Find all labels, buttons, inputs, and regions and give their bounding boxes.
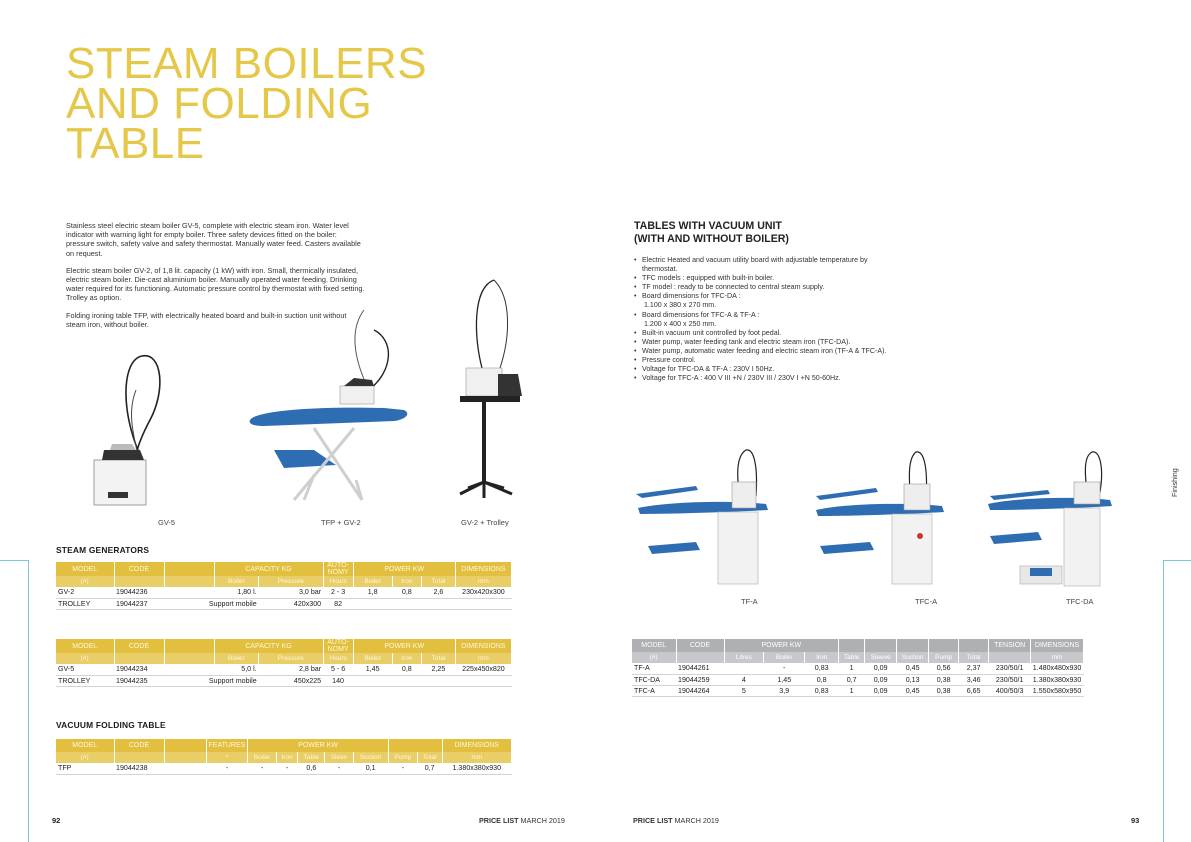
- sub-mm: mm: [1031, 652, 1084, 663]
- col-tension: TENSION: [989, 639, 1031, 652]
- caption-gv5: GV-5: [158, 518, 176, 527]
- gv2-trolley-image: [452, 268, 532, 508]
- col-model: MODEL: [56, 739, 114, 752]
- vacuum-tables-table: [632, 639, 1084, 697]
- right-edge-line-h: [1163, 560, 1191, 561]
- page-title: [66, 39, 446, 168]
- sub-iron-kw: Iron: [392, 576, 421, 587]
- caption-tfca: TFC-A: [915, 597, 938, 606]
- cell: 0,09: [865, 674, 897, 685]
- col-dimensions: DIMENSIONS: [455, 562, 511, 576]
- sub-total-kw: Total: [421, 653, 455, 664]
- sub-pump: Pump: [388, 752, 417, 763]
- col-empty: [897, 639, 929, 652]
- tfca-table-image: [812, 448, 952, 588]
- cell: [455, 598, 511, 609]
- col-dimensions: DIMENSIONS: [1031, 639, 1084, 652]
- cell: 19044264: [676, 685, 724, 696]
- list-item: • Board dimensions for TFC-A & TF-A :: [634, 311, 904, 320]
- col-autonomy: AUTO-NOMY: [323, 639, 353, 653]
- cell: 2,6: [421, 587, 455, 598]
- cell: 230/50/1: [989, 663, 1031, 674]
- sub-hash: (#): [56, 752, 114, 763]
- list-item: 1.100 x 380 x 270 mm.: [644, 301, 717, 310]
- sub-blank: [114, 653, 164, 664]
- col-dimensions: DIMENSIONS: [442, 739, 511, 752]
- cell: -: [325, 763, 353, 774]
- sub-boiler-kw: Boiler: [353, 576, 392, 587]
- cell: TF-A: [632, 663, 676, 674]
- cell: [353, 675, 392, 686]
- tfcda-table-image: [984, 448, 1114, 588]
- list-item: • TFC models : equipped with built-in boiler.: [634, 274, 904, 283]
- col-code: CODE: [114, 639, 164, 653]
- title-line-3: TABLE: [66, 119, 205, 168]
- footer-brand-left: [479, 816, 565, 825]
- sub-blank: [164, 752, 206, 763]
- cell: 19044234: [114, 664, 164, 675]
- sub-pressure: Pressure: [259, 653, 323, 664]
- table-row: [632, 674, 1084, 685]
- intro-paragraph-gv2: Electric steam boiler GV-2, of 1,8 lit. capacity (1 kW) with iron. Small, thermically insulated, electric steam boiler. Die-cast aluminium boiler. Manually operated water feeding. Drinking water required for its functioning. Automatic pressure control by thermostat with fixed setting. Trolley as option.: [66, 265, 365, 303]
- cell: 1.380x380x930: [442, 763, 511, 774]
- col-power: POWER KW: [353, 562, 455, 576]
- intro-paragraph-gv5: Stainless steel electric steam boiler GV-5, complete with electric steam iron. Water level indicator with warning light for empty boiler. Three safety devices fitted on the boiler: pressure switch, safety valve and safety thermostat. Manually water feed. Casters available on request.: [66, 221, 361, 258]
- list-item: • Electric Heated and vacuum utility board with adjustable temperature by thermostat.: [634, 256, 904, 274]
- footer-brand-date: MARCH 2019: [520, 816, 565, 825]
- col-empty: [929, 639, 959, 652]
- cell: -: [248, 763, 277, 774]
- gv5-boiler-image: [80, 350, 175, 510]
- list-item: • Voltage for TFC-A : 400 V III +N / 230V III / 230V I +N 50-60Hz.: [634, 374, 904, 383]
- cell: 5: [724, 685, 764, 696]
- sub-boiler: Boiler: [764, 652, 805, 663]
- sub-sleeve: Sleeve: [865, 652, 897, 663]
- col-autonomy: AUTO-NOMY: [323, 562, 353, 576]
- col-code: CODE: [676, 639, 724, 652]
- col-blank: [164, 562, 214, 576]
- col-power: POWER KW: [724, 639, 839, 652]
- cell: 0,6: [298, 763, 325, 774]
- cell: 1: [839, 663, 865, 674]
- cell: 4: [724, 674, 764, 685]
- sub-boiler: Boiler: [214, 653, 259, 664]
- sub-table: Table: [839, 652, 865, 663]
- sub-blank: [114, 576, 164, 587]
- cell: 0,38: [929, 674, 959, 685]
- col-code: CODE: [114, 562, 164, 576]
- list-item: • Board dimensions for TFC-DA :: [634, 292, 904, 301]
- vacuum-folding-table: [56, 739, 512, 775]
- cell: 1,8: [353, 587, 392, 598]
- footer-brand-bold: PRICE LIST: [479, 816, 519, 825]
- cell: TROLLEY: [56, 675, 114, 686]
- steam-generators-table-1: [56, 562, 512, 610]
- cell: 0,8: [805, 674, 839, 685]
- table-row: [56, 763, 512, 774]
- heading-steam-generators: STEAM GENERATORS: [56, 545, 150, 555]
- list-item: • Built-in vacuum unit controlled by foot pedal.: [634, 329, 904, 338]
- cell: 19044237: [114, 598, 164, 609]
- col-code: CODE: [114, 739, 164, 752]
- cell: -: [764, 663, 805, 674]
- cell: 0,38: [929, 685, 959, 696]
- cell: [392, 598, 421, 609]
- col-model: MODEL: [56, 562, 114, 576]
- sub-pressure: Pressure: [259, 576, 323, 587]
- cell: 0,1: [353, 763, 388, 774]
- cell: 450x225: [259, 675, 323, 686]
- page-number-right: 93: [1131, 816, 1140, 825]
- cell: 19044238: [114, 763, 164, 774]
- footer-brand-right: [633, 816, 719, 825]
- caption-tfa: TF-A: [741, 597, 758, 606]
- sub-blank: [676, 652, 724, 663]
- side-section-label: Finishing: [1170, 468, 1179, 497]
- caption-tfp-gv2: TFP + GV-2: [321, 518, 361, 527]
- col-empty: [959, 639, 989, 652]
- sub-mm: mm: [455, 653, 511, 664]
- intro-paragraph-tfp: Folding ironing table TFP, with electrically heated board and built-in suction unit without steam iron, without boiler.: [66, 310, 347, 329]
- cell: 1,45: [353, 664, 392, 675]
- cell: 0,13: [897, 674, 929, 685]
- table-row: [632, 663, 1084, 674]
- cell: 2,8 bar: [259, 664, 323, 675]
- col-empty: [839, 639, 865, 652]
- sub-boiler-kw: Boiler: [353, 653, 392, 664]
- list-item: 1.200 x 400 x 250 mm.: [644, 319, 717, 328]
- steam-generators-table-2: [56, 639, 512, 687]
- cell: 82: [323, 598, 353, 609]
- table-row: [56, 598, 512, 609]
- cell: GV-5: [56, 664, 114, 675]
- sub-hash: (#): [632, 652, 676, 663]
- cell: [421, 675, 455, 686]
- cell: [353, 598, 392, 609]
- sub-hours: Hours: [323, 576, 353, 587]
- cell: 230/50/1: [989, 674, 1031, 685]
- sub-pump: Pump: [929, 652, 959, 663]
- sub-litres: Litres: [724, 652, 764, 663]
- sub-blank: [989, 652, 1031, 663]
- cell: 0,09: [865, 685, 897, 696]
- cell: 1,45: [764, 674, 805, 685]
- cell: 19044236: [114, 587, 164, 598]
- sub-star: *: [206, 752, 248, 763]
- cell: 230x420x300: [455, 587, 511, 598]
- cell: 3,0 bar: [259, 587, 323, 598]
- table-row: [56, 664, 512, 675]
- sub-total: Total: [959, 652, 989, 663]
- table-row: [56, 675, 512, 686]
- cell: -: [276, 763, 297, 774]
- list-item: • Water pump, automatic water feeding and electric steam iron (TF-A & TFC-A).: [634, 347, 904, 356]
- sub-iron: Iron: [276, 752, 297, 763]
- col-power: POWER KW: [248, 739, 388, 752]
- sub-hash: (#): [56, 653, 114, 664]
- heading-line-1: TABLES WITH VACUUM UNIT: [634, 220, 782, 232]
- list-item: • Pressure control.: [634, 356, 904, 365]
- sub-mm: mm: [442, 752, 511, 763]
- cell: 0,8: [392, 587, 421, 598]
- col-model: MODEL: [56, 639, 114, 653]
- cell: GV-2: [56, 587, 114, 598]
- cell: 0,8: [392, 664, 421, 675]
- cell: -: [388, 763, 417, 774]
- cell: 420x300: [259, 598, 323, 609]
- cell: 5,0 l.: [164, 664, 259, 675]
- cell: TROLLEY: [56, 598, 114, 609]
- sub-iron: Iron: [805, 652, 839, 663]
- col-features: FEATURES: [206, 739, 248, 752]
- sub-suction: Suction: [353, 752, 388, 763]
- col-power: POWER KW: [353, 639, 455, 653]
- cell: 0,7: [417, 763, 442, 774]
- sub-total-kw: Total: [421, 576, 455, 587]
- sub-blank: [164, 653, 214, 664]
- cell: TFC-DA: [632, 674, 676, 685]
- sub-blank: [114, 752, 164, 763]
- col-blank: [164, 739, 206, 752]
- footer-brand-bold: PRICE LIST: [633, 816, 673, 825]
- cell: 1.480x480x930: [1031, 663, 1084, 674]
- cell: 0,09: [865, 663, 897, 674]
- cell: 19044235: [114, 675, 164, 686]
- cell: [164, 763, 206, 774]
- cell: 1,80 l.: [164, 587, 259, 598]
- col-blank2: [388, 739, 442, 752]
- cell: Support mobile: [164, 598, 259, 609]
- cell: 3,9: [764, 685, 805, 696]
- sub-iron-kw: Iron: [392, 653, 421, 664]
- cell: 1: [839, 685, 865, 696]
- heading-line-2: (WITH AND WITHOUT BOILER): [634, 233, 789, 245]
- cell: 6,65: [959, 685, 989, 696]
- table-row: [632, 685, 1084, 696]
- col-model: MODEL: [632, 639, 676, 652]
- sub-sleev: Sleev: [325, 752, 353, 763]
- sub-blank: [164, 576, 214, 587]
- sub-boiler: Boiler: [214, 576, 259, 587]
- caption-gv2-trolley: GV-2 + Trolley: [461, 518, 509, 527]
- list-item: • Water pump, water feeding tank and electric steam iron (TFC-DA).: [634, 338, 904, 347]
- cell: 0,83: [805, 663, 839, 674]
- cell: Support mobile: [164, 675, 259, 686]
- vacuum-unit-heading: [634, 220, 789, 246]
- cell: 0,45: [897, 685, 929, 696]
- features-list: [634, 256, 904, 383]
- tfp-gv2-image: [244, 300, 424, 510]
- cell: 19044261: [676, 663, 724, 674]
- tfa-table-image: [636, 446, 776, 586]
- cell: 0,83: [805, 685, 839, 696]
- cell: [421, 598, 455, 609]
- cell: 0,7: [839, 674, 865, 685]
- cell: [455, 675, 511, 686]
- cell: 0,45: [897, 663, 929, 674]
- list-item: • Voltage for TFC-DA & TF-A : 230V I 50Hz.: [634, 365, 904, 374]
- footer-brand-date: MARCH 2019: [674, 816, 719, 825]
- cell: TFP: [56, 763, 114, 774]
- title-line-2: AND FOLDING: [66, 79, 373, 128]
- col-blank: [164, 639, 214, 653]
- cell: 2,25: [421, 664, 455, 675]
- cell: 2,37: [959, 663, 989, 674]
- cell: 5 - 6: [323, 664, 353, 675]
- cell: 225x450x820: [455, 664, 511, 675]
- cell: [392, 675, 421, 686]
- col-capacity: CAPACITY KG: [214, 562, 323, 576]
- cell: 140: [323, 675, 353, 686]
- sub-hours: Hours: [323, 653, 353, 664]
- cell: 400/50/3: [989, 685, 1031, 696]
- sub-suction: Suction: [897, 652, 929, 663]
- left-edge-line-h: [0, 560, 28, 561]
- sub-mm: mm: [455, 576, 511, 587]
- cell: 0,56: [929, 663, 959, 674]
- page-number-left: 92: [52, 816, 61, 825]
- cell: 19044259: [676, 674, 724, 685]
- cell: [724, 663, 764, 674]
- cell: 1.550x580x950: [1031, 685, 1084, 696]
- left-edge-line-v: [28, 560, 29, 842]
- sub-table: Table: [298, 752, 325, 763]
- sub-hash: (#): [56, 576, 114, 587]
- cell: 3,46: [959, 674, 989, 685]
- heading-vacuum-folding-table: VACUUM FOLDING TABLE: [56, 720, 166, 730]
- cell: 2 - 3: [323, 587, 353, 598]
- col-empty: [865, 639, 897, 652]
- title-line-1: STEAM BOILERS: [66, 39, 428, 88]
- cell: TFC-A: [632, 685, 676, 696]
- right-edge-line-v: [1163, 560, 1164, 842]
- sub-boiler: Boiler: [248, 752, 277, 763]
- list-item: • TF model : ready to be connected to central steam supply.: [634, 283, 904, 292]
- col-capacity: CAPACITY KG: [214, 639, 323, 653]
- cell: -: [206, 763, 248, 774]
- table-row: [56, 587, 512, 598]
- sub-total: Total: [417, 752, 442, 763]
- caption-tfcda: TFC-DA: [1066, 597, 1094, 606]
- col-dimensions: DIMENSIONS: [455, 639, 511, 653]
- cell: 1.380x380x930: [1031, 674, 1084, 685]
